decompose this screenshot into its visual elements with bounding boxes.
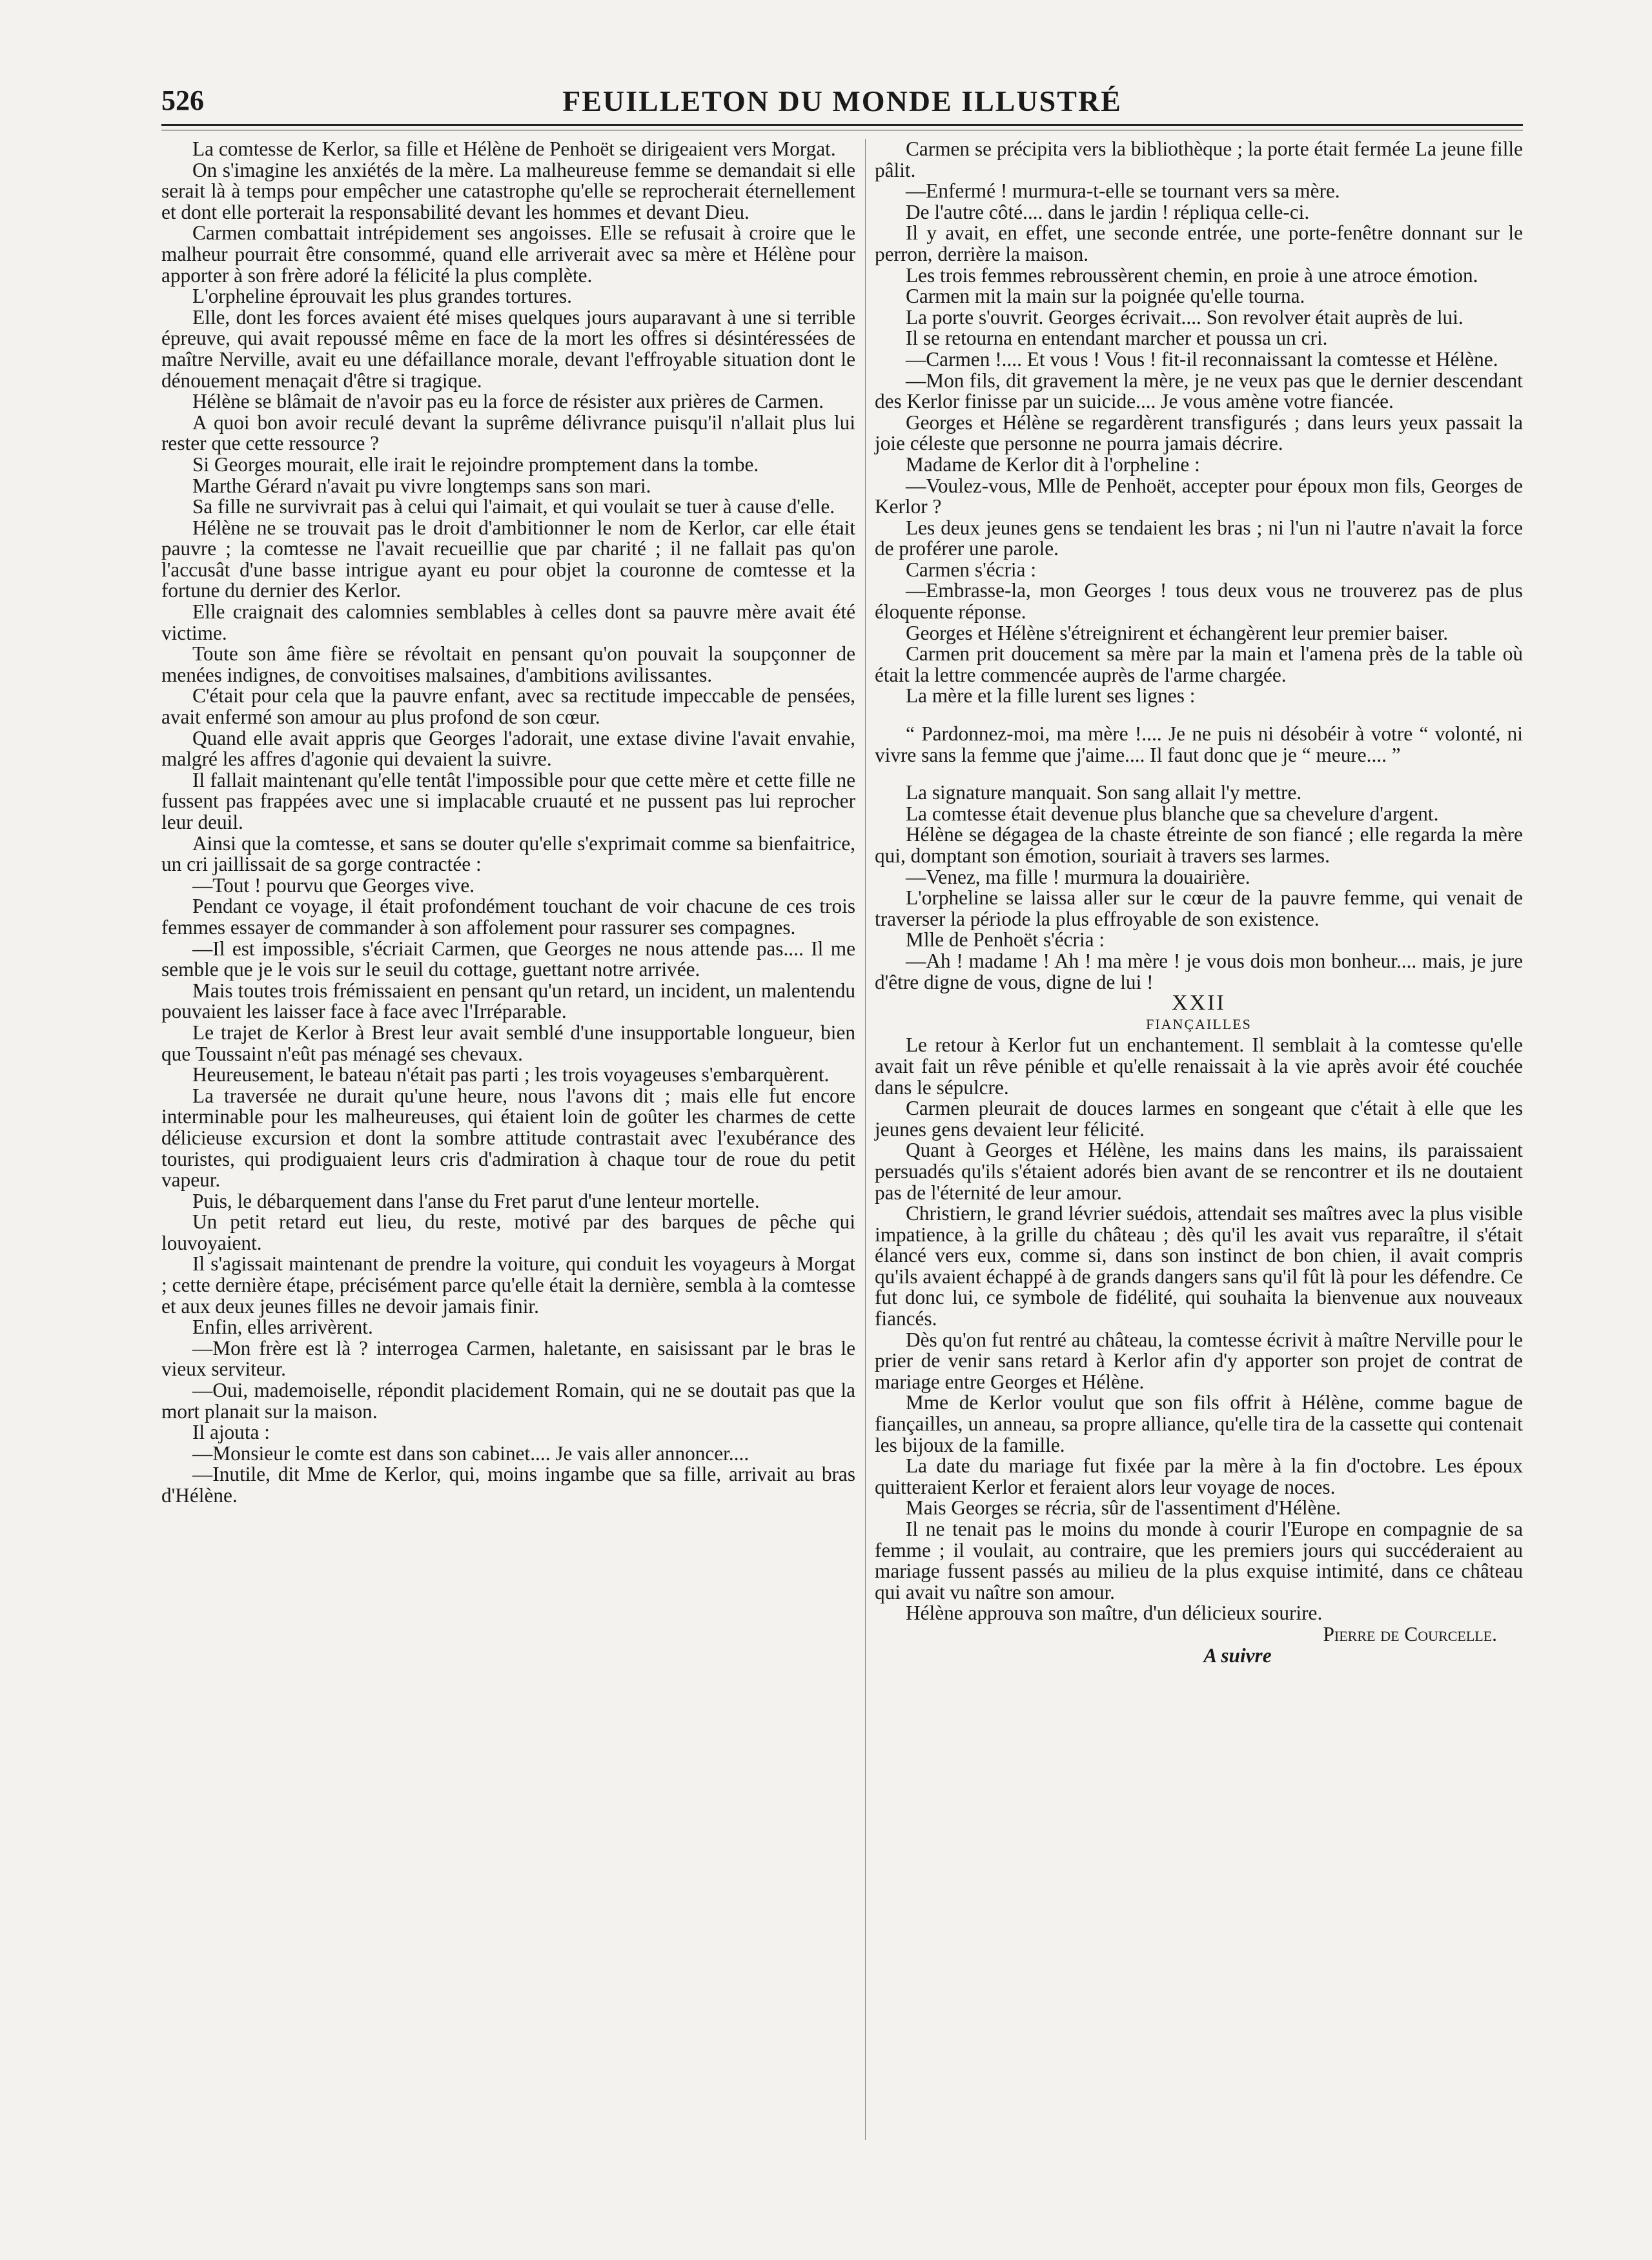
paragraph: Il se retourna en entendant marcher et poussa un cri. [906,327,1328,350]
paragraph: —Tout ! pourvu que Georges vive. [192,873,475,897]
left-column [161,139,855,1507]
paragraph: —Oui, mademoiselle, répondit placidement Romain, qui ne se doutait pas que la mort planait sur la maison. [161,1379,855,1423]
paragraph: —Carmen !.... Et vous ! Vous ! fit-il reconnaissant la comtesse et Hélène. [906,347,1498,371]
header-rule [161,124,1523,126]
quoted-letter [875,724,1523,766]
paragraph: Mais Georges se récria, sûr de l'assentiment d'Hélène. [906,1496,1341,1520]
paragraph: Il y avait, en effet, une seconde entrée, une porte-fenêtre donnant sur le perron, derrière la maison. [875,221,1523,265]
paragraph: L'orpheline se laissa aller sur le cœur de la pauvre femme, qui venait de traverser la période la plus effroyable de son existence. [875,886,1523,930]
paragraph: Puis, le débarquement dans l'anse du Fret parut d'une lenteur mortelle. [192,1189,760,1212]
paragraph: Carmen mit la main sur la poignée qu'elle tourna. [906,285,1305,308]
paragraph: Georges et Hélène se regardèrent transfigurés ; dans leurs yeux passait la joie céleste que personne ne pourra jamais décrire. [875,411,1523,455]
letter-text: “ Pardonnez-moi, ma mère !.... Je ne puis ni désobéir à votre “ volonté, ni vivre sans la femme que j'aime.... Il faut donc que je “ meure.... ” [875,722,1523,766]
paragraph: Carmen se précipita vers la bibliothèque ; la porte était fermée La jeune fille pâlit. [875,137,1523,181]
paragraph: Heureusement, le bateau n'était pas parti ; les trois voyageuses s'embarquèrent. [192,1063,830,1086]
paragraph: Carmen combattait intrépidement ses angoisses. Elle se refusait à croire que le malheur pourrait être consommé, quand elle arriverait avec sa mère et Hélène pour apporter à son frère adoré la félicité la plus complète. [161,221,855,287]
paragraph: On s'imagine les anxiétés de la mère. La malheureuse femme se demandait si elle serait là à temps pour empêcher une catastrophe qu'elle se reprocherait éternellement et dont elle porterait la responsabilité devant les hommes et devant Dieu. [161,158,855,223]
page-header [161,71,1523,136]
paragraph: La signature manquait. Son sang allait l'y mettre. [906,781,1302,804]
paragraph: —Il est impossible, s'écriait Carmen, que Georges ne nous attende pas.... Il me semble que je le vois sur le seuil du cottage, guettant notre arrivée. [161,937,855,981]
paragraph: La mère et la fille lurent ses lignes : [906,684,1196,708]
paragraph: Il ajouta : [192,1421,270,1444]
paragraph: Carmen s'écria : [906,558,1037,581]
paragraph: Elle craignait des calomnies semblables à celles dont sa pauvre mère avait été victime. [161,600,855,644]
paragraph: Le retour à Kerlor fut un enchantement. Il semblait à la comtesse qu'elle avait fait un rêve pénible et qu'elle renaissait à la vie après avoir été couchée dans le sépulcre. [875,1033,1523,1099]
paragraph: Quant à Georges et Hélène, les mains dans les mains, ils paraissaient persuadés qu'ils s'étaient adorés bien avant de se rencontrer et ils ne doutaient pas de l'éternité de leur amour. [875,1139,1523,1204]
paragraph: Elle, dont les forces avaient été mises quelques jours auparavant à une si terrible épreuve, qui avait repoussé même en face de la mort les offres si désintéressées de maître Nerville, avait eu une défaillance morale, devant l'effroyable situation dont le dénouement menaçait d'être si tragique. [161,305,855,392]
paragraph: Christiern, le grand lévrier suédois, attendait ses maîtres avec la plus visible impatience, à la grille du château ; dès qu'il les avait vus reparaître, il s'était élancé vers eux, comme si, dans son instinct de bon chien, il avait compris qu'ils avaient échappé à de grands dangers sans qu'il fût là pour les défendre. Ce fut donc lui, ce symbole de fidélité, qui souhaita la bienvenue aux nouveaux fiancés. [875,1202,1523,1330]
paragraph: Il ne tenait pas le moins du monde à courir l'Europe en compagnie de sa femme ; il voulait, au contraire, que les premiers jours qui succéderaient au mariage fussent passés au milieu de la plus exquise intimité, dans ce château qui avait vu naître son amour. [875,1518,1523,1603]
paragraph: Hélène se blâmait de n'avoir pas eu la force de résister aux prières de Carmen. [192,390,824,413]
paragraph: Hélène approuva son maître, d'un délicieux sourire. [906,1602,1323,1625]
paragraph: —Mon frère est là ? interrogea Carmen, haletante, en saisissant par le bras le vieux serviteur. [161,1336,855,1381]
paragraph: —Inutile, dit Mme de Kerlor, qui, moins ingambe que sa fille, arrivait au bras d'Hélène. [161,1463,855,1507]
right-column [875,139,1523,1666]
paragraph: —Enfermé ! murmura-t-elle se tournant vers sa mère. [906,179,1340,203]
paragraph: La comtesse était devenue plus blanche que sa chevelure d'argent. [906,802,1439,825]
paragraph: Hélène se dégagea de la chaste étreinte de son fiancé ; elle regarda la mère qui, domptant son émotion, souriait à travers ses larmes. [875,823,1523,867]
chapter-number: XXII [1172,991,1226,1015]
paragraph: Hélène ne se trouvait pas le droit d'ambitionner le nom de Kerlor, car elle était pauvre ; la comtesse ne l'avait recueillie que par charité ; il ne fallait pas qu'on l'accusât d'une basse intrigue ayant eu pour objet la couronne de comtesse et la fortune du dernier des Kerlor. [161,516,855,602]
paragraph: Ainsi que la comtesse, et sans se douter qu'elle s'exprimait comme sa bienfaitrice, un cri jaillissait de sa gorge contractée : [161,831,855,876]
paragraph: Quand elle avait appris que Georges l'adorait, une extase divine l'avait envahie, malgré les affres d'agonie qui devaient la suivre. [161,726,855,771]
chapter-title: FIANÇAILLES [1146,1015,1252,1032]
paragraph: Madame de Kerlor dit à l'orpheline : [906,453,1200,476]
paragraph: Il fallait maintenant qu'elle tentât l'impossible pour que cette mère et cette fille ne fussent pas frappées avec une si implacable cruauté et ne pussent pas lui reprocher leur deuil. [161,768,855,833]
paragraph: Mlle de Penhoët s'écria : [906,928,1105,952]
paragraph: Sa fille ne survivrait pas à celui qui l'aimait, et qui voulait se tuer à cause d'elle. [192,495,835,518]
paragraph: —Mon fils, dit gravement la mère, je ne veux pas que le dernier descendant des Kerlor finisse par un suicide.... Je vous amène votre fiancée. [875,369,1523,413]
paragraph: La date du mariage fut fixée par la mère à la fin d'octobre. Les époux quitteraient Kerlor et feraient alors leur voyage de noces. [875,1454,1523,1498]
paragraph: La comtesse de Kerlor, sa fille et Hélène de Penhoët se dirigeaient vers Morgat. [192,137,836,160]
paragraph: —Embrasse-la, mon Georges ! tous deux vous ne trouverez pas de plus éloquente réponse. [875,579,1523,624]
paragraph: Carmen prit doucement sa mère par la main et l'amena près de la table où était la lettre commencée auprès de l'arme chargée. [875,642,1523,686]
paragraph: Georges et Hélène s'étreignirent et échangèrent leur premier baiser. [906,621,1449,644]
paragraph: Carmen pleurait de douces larmes en songeant que c'était à elle que les jeunes gens devaient leur félicité. [875,1097,1523,1141]
paragraph: De l'autre côté.... dans le jardin ! répliqua celle-ci. [906,200,1310,223]
paragraph: Toute son âme fière se révoltait en pensant qu'on pouvait la soupçonner de menées indignes, de convoitises malsaines, d'ambitions avilissantes. [161,642,855,686]
paragraph: C'était pour cela que la pauvre enfant, avec sa rectitude impeccable de pensées, avait enfermé son amour au plus profond de son cœur. [161,684,855,729]
paragraph: La traversée ne durait qu'une heure, nous l'avons dit ; mais elle fut encore interminable pour les malheureuses, qui étaient loin de goûter les charmes de cette délicieuse excursion et dont la sombre attitude contrastait avec l'exubérance des touristes, qui prodiguaient leurs cris d'admiration à chaque tour de roue du petit vapeur. [161,1084,855,1192]
paragraph: Marthe Gérard n'avait pu vivre longtemps sans son mari. [192,474,651,497]
paragraph: Mais toutes trois frémissaient en pensant qu'un retard, un incident, un malentendu pouvaient les laisser face à face avec l'Irréparable. [161,979,855,1023]
paragraph: —Ah ! madame ! Ah ! ma mère ! je vous dois mon bonheur.... mais, je jure d'être digne de vous, digne de lui ! [875,949,1523,993]
paragraph: Un petit retard eut lieu, du reste, motivé par des barques de pêche qui louvoyaient. [161,1210,855,1254]
paragraph: —Voulez-vous, Mlle de Penhoët, accepter pour époux mon fils, Georges de Kerlor ? [875,474,1523,518]
paragraph: Il s'agissait maintenant de prendre la voiture, qui conduit les voyageurs à Morgat ; cette dernière étape, précisément parce qu'elle était la dernière, sembla à la comtesse et aux deux jeunes filles ne devoir jamais finir. [161,1252,855,1318]
to-be-continued: A suivre [1203,1644,1272,1667]
column-divider [865,139,866,2140]
paragraph: L'orpheline éprouvait les plus grandes tortures. [192,285,572,308]
paragraph: —Monsieur le comte est dans son cabinet.... Je vais aller annoncer.... [192,1441,750,1465]
paragraph: Mme de Kerlor voulut que son fils offrit à Hélène, comme bague de fiançailles, un anneau, sa propre alliance, qu'elle tira de la cassette qui contenait les bijoux de la famille. [875,1391,1523,1456]
author-signature: Pierre de Courcelle. [1323,1622,1497,1645]
paragraph: Dès qu'on fut rentré au château, la comtesse écrivit à maître Nerville pour le prier de venir sans retard à Kerlor afin d'y apporter son projet de contrat de mariage entre Georges et Hélène. [875,1328,1523,1393]
paragraph: Si Georges mourait, elle irait le rejoindre promptement dans la tombe. [192,453,759,476]
paragraph: A quoi bon avoir reculé devant la suprême délivrance puisqu'il n'allait plus lui rester que cette ressource ? [161,411,855,455]
paragraph: Les deux jeunes gens se tendaient les bras ; ni l'un ni l'autre n'avait la force de proférer une parole. [875,516,1523,560]
paragraph: Les trois femmes rebroussèrent chemin, en proie à une atroce émotion. [906,263,1478,287]
paragraph: Le trajet de Kerlor à Brest leur avait semblé d'une insupportable longueur, bien que Toussaint n'eût pas ménagé ses chevaux. [161,1021,855,1065]
paragraph: La porte s'ouvrit. Georges écrivait.... Son revolver était auprès de lui. [906,305,1463,329]
paragraph: Enfin, elles arrivèrent. [192,1316,373,1339]
page-number: 526 [161,85,204,116]
paragraph: —Venez, ma fille ! murmura la douairière. [906,865,1250,888]
header-title: FEUILLETON DU MONDE ILLUSTRÉ [562,85,1122,117]
paragraph: Pendant ce voyage, il était profondément touchant de voir chacune de ces trois femmes essayer de commander à son affolement pour rassurer ses compagnes. [161,895,855,939]
